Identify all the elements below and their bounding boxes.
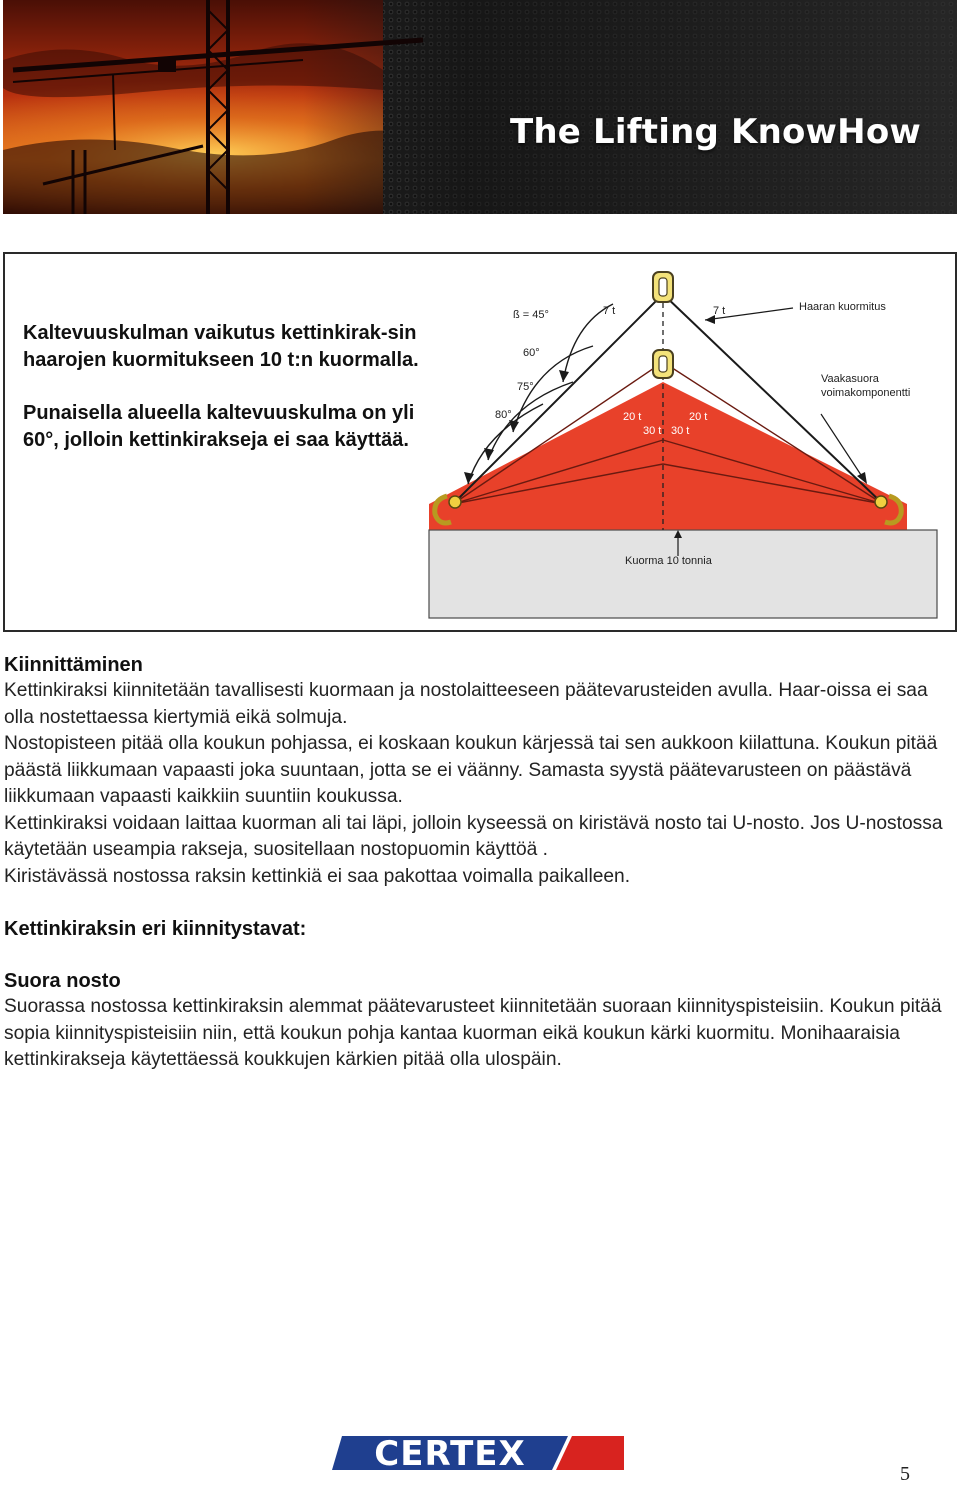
heading-kiinnittaminen: Kiinnittäminen (4, 654, 143, 676)
load-block (429, 530, 937, 618)
page-number: 5 (900, 1463, 910, 1485)
angle-60-label: 60° (523, 347, 540, 359)
middle-shackle-icon (653, 350, 673, 378)
angle-75-label: 75° (517, 381, 534, 393)
paragraph-4: Kiristävässä nostossa raksin kettinkiä ei saa pakottaa voimalla paikalleen. (4, 865, 631, 887)
top-shackle-icon (653, 272, 673, 302)
caption-paragraph-1: Kaltevuuskulman vaikutus kettinkirak-sin haarojen kuormitukseen 10 t:n kuormalla. (23, 322, 419, 371)
leg-load-10-left: 10 t (611, 365, 630, 377)
leg-load-label: Haaran kuormitus (799, 301, 886, 313)
banner-title: The Lifting KnowHow (509, 112, 921, 152)
horizontal-component-label-2: voimakomponentti (821, 387, 911, 399)
heading-suora-nosto: Suora nosto (4, 970, 121, 992)
leg-load-10-right: 10 t (701, 365, 720, 377)
logo-text: CERTEX (374, 1434, 526, 1474)
paragraph-1: Kettinkiraksi kiinnitetään tavallisesti kuormaan ja nostolaitteeseen päätevarusteiden avulla. Haar-oissa ei saa olla nostettaessa kiertymiä eikä solmuja. (4, 680, 928, 728)
leg-load-30-left: 30 t (643, 425, 662, 437)
leg-load-20-left: 20 t (623, 411, 642, 423)
paragraph-3: Kettinkiraksi voidaan laittaa kuorman ali tai läpi, jolloin kyseessä on kiristävä nosto tai U-nosto. Jos U-nostossa käytetään useampia rakseja, suositellaan nostopuomin käyttöä . (4, 812, 943, 860)
figure-box (3, 252, 957, 632)
angle-beta-label: ß = 45° (513, 309, 549, 321)
caption-paragraph-2: Punaisella alueella kaltevuuskulma on yli 60°, jolloin kettinkirakseja ei saa käyttää. (23, 402, 415, 451)
header-banner (3, 0, 957, 214)
crane-sunset-photo (3, 0, 957, 214)
figure-caption (23, 320, 423, 453)
angle-80-label: 80° (495, 409, 512, 421)
main-content (4, 652, 954, 1074)
heading-methods: Kettinkiraksin eri kiinnitystavat: (4, 918, 307, 940)
sling-angle-diagram (423, 264, 943, 620)
paragraph-5: Suorassa nostossa kettinkiraksin alemmat päätevarusteet kiinnitetään suoraan kiinnityspisteisiin. Koukun pitää sopia kiinnityspisteisiin niin, että koukun pohja kantaa kuorman eikä koukun kärki kuormitu. Monihaaraisia kettinkirakseja käytettäessä koukkujen kärkien pitää olla ulospäin. (4, 996, 942, 1070)
leg-load-7-right: 7 t (713, 305, 726, 317)
leg-load-30-right: 30 t (671, 425, 690, 437)
leg-load-20-right: 20 t (689, 411, 708, 423)
horizontal-component-label-1: Vaakasuora (821, 373, 879, 385)
leg-load-7-left: 7 t (603, 305, 616, 317)
paragraph-2: Nostopisteen pitää olla koukun pohjassa, ei koskaan koukun kärjessä tai sen aukkoon kiilattuna. Koukun pitää päästä liikkumaan vapaasti joka suuntaan, jotta se ei väänny. Samasta syystä päätevarusteen on päästävä liikkumaan vapaasti kaikkiin suuntiin koukussa. (4, 733, 938, 807)
certex-logo (332, 1432, 624, 1474)
load-label: Kuorma 10 tonnia (625, 555, 712, 567)
